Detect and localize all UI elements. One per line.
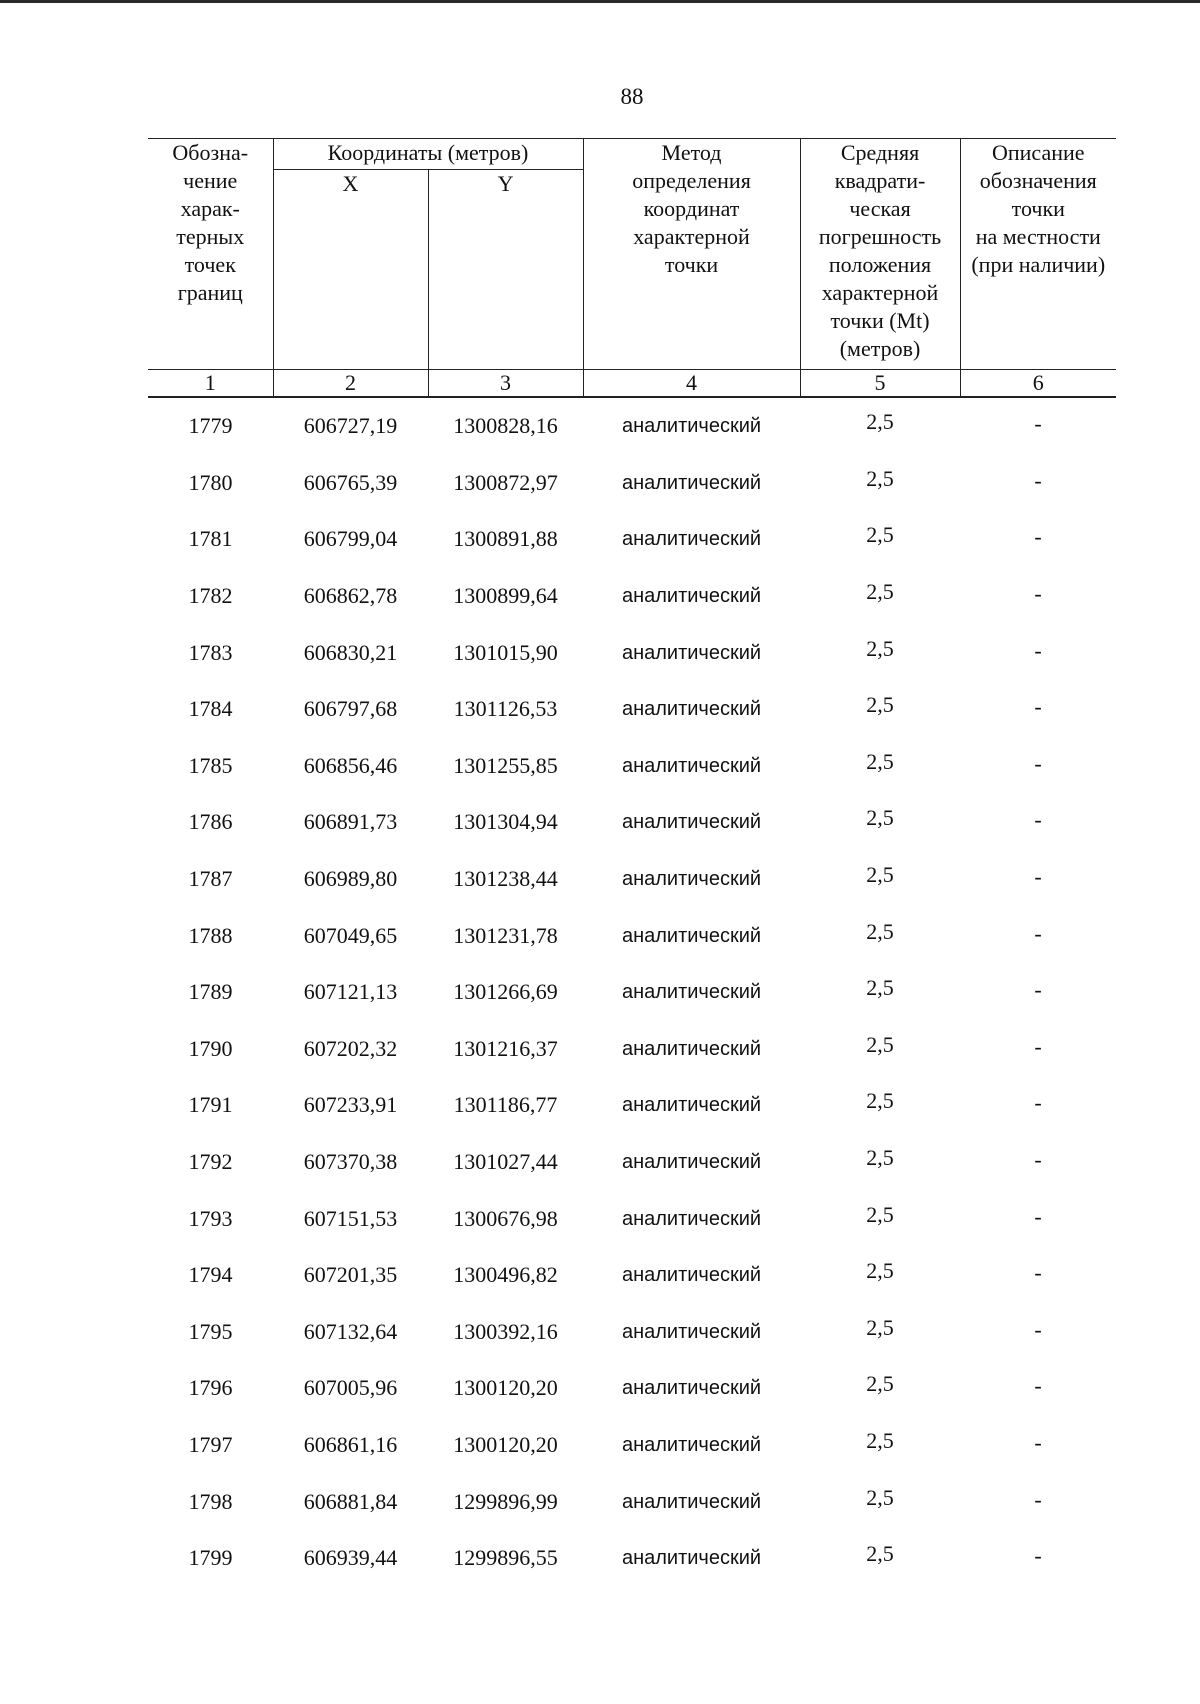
coord-x: 606891,73 — [303, 809, 398, 835]
header-line: терных — [176, 224, 245, 249]
coord-x: 607005,96 — [303, 1375, 398, 1401]
coord-y: 1301255,85 — [453, 752, 558, 778]
coord-x: 606862,78 — [303, 583, 398, 609]
description: - — [1034, 467, 1042, 493]
point-id: 1782 — [188, 583, 233, 609]
header-line: Средняя — [840, 140, 920, 165]
header-line: квадрати- — [834, 168, 926, 193]
point-id: 1794 — [188, 1262, 233, 1288]
coord-y: 1301216,37 — [453, 1035, 558, 1061]
table-row — [148, 1247, 1116, 1304]
method: аналитический — [621, 924, 762, 947]
coord-x: 607132,64 — [303, 1318, 398, 1344]
method: аналитический — [621, 641, 762, 664]
point-id: 1798 — [188, 1488, 233, 1514]
header-coordinates-group: Координаты (метров) — [273, 139, 583, 170]
point-id: 1789 — [188, 979, 233, 1005]
coord-x: 606797,68 — [303, 696, 398, 722]
point-id: 1784 — [188, 696, 233, 722]
table-row — [148, 1190, 1116, 1247]
header-y: Y — [428, 170, 583, 370]
coord-y: 1300828,16 — [453, 413, 558, 439]
table-row — [148, 851, 1116, 908]
header-point-description — [960, 139, 1116, 370]
method: аналитический — [621, 1037, 762, 1060]
point-id: 1787 — [188, 866, 233, 892]
coord-x: 607201,35 — [303, 1262, 398, 1288]
table-row — [148, 794, 1116, 851]
header-point-designation — [148, 139, 273, 370]
method: аналитический — [621, 1377, 762, 1400]
error-value: 2,5 — [866, 522, 894, 548]
coord-y: 1300872,97 — [453, 469, 558, 495]
header-line: характерной — [633, 224, 750, 249]
table-row — [148, 738, 1116, 795]
header-line: (при наличии) — [971, 252, 1106, 277]
coord-y: 1300676,98 — [453, 1205, 558, 1231]
column-number: 4 — [583, 370, 800, 398]
description: - — [1034, 1090, 1042, 1116]
description: - — [1034, 1429, 1042, 1455]
description: - — [1034, 920, 1042, 946]
method: аналитический — [621, 415, 762, 438]
coord-y: 1300120,20 — [453, 1431, 558, 1457]
error-value: 2,5 — [866, 1258, 894, 1284]
error-value: 2,5 — [866, 862, 894, 888]
error-value: 2,5 — [866, 1541, 894, 1567]
coord-y: 1301126,53 — [453, 696, 558, 722]
error-value: 2,5 — [866, 1201, 894, 1227]
coord-y: 1301238,44 — [453, 866, 558, 892]
scan-edge-line — [0, 0, 1200, 3]
error-value: 2,5 — [866, 692, 894, 718]
description: - — [1034, 1373, 1042, 1399]
table-row — [148, 681, 1116, 738]
method: аналитический — [621, 471, 762, 494]
header-line: ческая — [849, 196, 911, 221]
description: - — [1034, 581, 1042, 607]
header-line: положения — [828, 252, 932, 277]
header-line: точек — [184, 252, 236, 277]
table-row — [148, 907, 1116, 964]
coord-x: 607049,65 — [303, 922, 398, 948]
coord-x: 606765,39 — [303, 469, 398, 495]
description: - — [1034, 1316, 1042, 1342]
header-line: (метров) — [839, 336, 921, 361]
table-row — [148, 455, 1116, 512]
header-line: координат — [643, 196, 740, 221]
coord-y: 1301015,90 — [453, 639, 558, 665]
header-line: чение — [183, 168, 238, 193]
method: аналитический — [621, 981, 762, 1004]
coord-y: 1299896,99 — [453, 1488, 558, 1514]
method: аналитический — [621, 1264, 762, 1287]
method: аналитический — [621, 1433, 762, 1456]
point-id: 1790 — [188, 1035, 233, 1061]
error-value: 2,5 — [866, 805, 894, 831]
description: - — [1034, 1203, 1042, 1229]
coord-y: 1301231,78 — [453, 922, 558, 948]
coord-y: 1300392,16 — [453, 1318, 558, 1344]
coord-y: 1300496,82 — [453, 1262, 558, 1288]
table-row — [148, 624, 1116, 681]
error-value: 2,5 — [866, 1088, 894, 1114]
method: аналитический — [621, 1547, 762, 1570]
error-value: 2,5 — [866, 1484, 894, 1510]
coord-x: 606881,84 — [303, 1488, 398, 1514]
method: аналитический — [621, 1320, 762, 1343]
description: - — [1034, 807, 1042, 833]
method: аналитический — [621, 1151, 762, 1174]
error-value: 2,5 — [866, 918, 894, 944]
column-number: 5 — [800, 370, 960, 398]
table-row — [148, 1304, 1116, 1361]
error-value: 2,5 — [866, 975, 894, 1001]
method: аналитический — [621, 1207, 762, 1230]
table-row — [148, 397, 1116, 455]
coord-x: 606799,04 — [303, 526, 398, 552]
header-line: Метод — [661, 140, 722, 165]
table-row — [148, 1134, 1116, 1191]
description: - — [1034, 1486, 1042, 1512]
column-number: 2 — [273, 370, 428, 398]
point-id: 1795 — [188, 1318, 233, 1344]
error-value: 2,5 — [866, 1145, 894, 1171]
coordinates-table — [148, 138, 1116, 1586]
method: аналитический — [621, 811, 762, 834]
table-body — [148, 397, 1116, 1586]
coord-x: 606727,19 — [303, 413, 398, 439]
coord-y: 1301304,94 — [453, 809, 558, 835]
point-id: 1785 — [188, 752, 233, 778]
description: - — [1034, 1543, 1042, 1569]
table-row — [148, 1360, 1116, 1417]
error-value: 2,5 — [866, 748, 894, 774]
table-row — [148, 1417, 1116, 1474]
method: аналитический — [621, 698, 762, 721]
coord-x: 606830,21 — [303, 639, 398, 665]
coord-x: 606856,46 — [303, 752, 398, 778]
coord-x: 607370,38 — [303, 1149, 398, 1175]
table-row — [148, 1473, 1116, 1530]
description: - — [1034, 524, 1042, 550]
header-mean-square-error — [800, 139, 960, 370]
header-line: Описание — [991, 140, 1085, 165]
point-id: 1796 — [188, 1375, 233, 1401]
coord-x: 606939,44 — [303, 1545, 398, 1571]
coord-y: 1301027,44 — [453, 1149, 558, 1175]
description: - — [1034, 1147, 1042, 1173]
point-id: 1781 — [188, 526, 233, 552]
point-id: 1788 — [188, 922, 233, 948]
table-row — [148, 964, 1116, 1021]
table-row — [148, 511, 1116, 568]
error-value: 2,5 — [866, 465, 894, 491]
column-number: 3 — [428, 370, 583, 398]
table-row — [148, 568, 1116, 625]
description: - — [1034, 1033, 1042, 1059]
coord-x: 606989,80 — [303, 866, 398, 892]
point-id: 1793 — [188, 1205, 233, 1231]
header-line: Обозна- — [172, 140, 249, 165]
method: аналитический — [621, 585, 762, 608]
description: - — [1034, 1260, 1042, 1286]
error-value: 2,5 — [866, 1314, 894, 1340]
point-id: 1792 — [188, 1149, 233, 1175]
description: - — [1034, 977, 1042, 1003]
point-id: 1780 — [188, 469, 233, 495]
header-line: точки (Mt) — [830, 308, 930, 333]
header-line: на местности — [975, 224, 1101, 249]
header-line: обозначения — [979, 168, 1097, 193]
column-number: 1 — [148, 370, 273, 398]
header-line: погрешность — [818, 224, 942, 249]
method: аналитический — [621, 1094, 762, 1117]
error-value: 2,5 — [866, 1371, 894, 1397]
description: - — [1034, 637, 1042, 663]
error-value: 2,5 — [866, 409, 894, 435]
method: аналитический — [621, 868, 762, 891]
header-line: харак- — [180, 196, 240, 221]
description: - — [1034, 694, 1042, 720]
point-id: 1799 — [188, 1545, 233, 1571]
point-id: 1786 — [188, 809, 233, 835]
coord-x: 607233,91 — [303, 1092, 398, 1118]
coord-y: 1301186,77 — [453, 1092, 558, 1118]
coord-y: 1299896,55 — [453, 1545, 558, 1571]
point-id: 1791 — [188, 1092, 233, 1118]
error-value: 2,5 — [866, 1031, 894, 1057]
error-value: 2,5 — [866, 579, 894, 605]
table-row — [148, 1021, 1116, 1078]
method: аналитический — [621, 528, 762, 551]
description: - — [1034, 750, 1042, 776]
header-line: определения — [632, 168, 751, 193]
header-x: X — [273, 170, 428, 370]
description: - — [1034, 864, 1042, 890]
error-value: 2,5 — [866, 1427, 894, 1453]
header-line: границ — [177, 280, 243, 305]
coord-x: 607121,13 — [303, 979, 398, 1005]
coord-y: 1300899,64 — [453, 583, 558, 609]
method: аналитический — [621, 754, 762, 777]
error-value: 2,5 — [866, 635, 894, 661]
page-number: 88 — [620, 84, 644, 109]
coord-y: 1300120,20 — [453, 1375, 558, 1401]
table-row — [148, 1077, 1116, 1134]
method: аналитический — [621, 1490, 762, 1513]
table-row — [148, 1530, 1116, 1587]
point-id: 1783 — [188, 639, 233, 665]
coord-y: 1300891,88 — [453, 526, 558, 552]
coord-x: 607151,53 — [303, 1205, 398, 1231]
header-method — [583, 139, 800, 370]
coord-y: 1301266,69 — [453, 979, 558, 1005]
point-id: 1779 — [188, 413, 233, 439]
description: - — [1034, 411, 1042, 437]
point-id: 1797 — [188, 1431, 233, 1457]
coord-x: 607202,32 — [303, 1035, 398, 1061]
coord-x: 606861,16 — [303, 1431, 398, 1457]
header-line: точки — [1011, 196, 1065, 221]
column-number: 6 — [960, 370, 1116, 398]
header-line: точки — [664, 252, 719, 277]
header-line: характерной — [821, 280, 939, 305]
